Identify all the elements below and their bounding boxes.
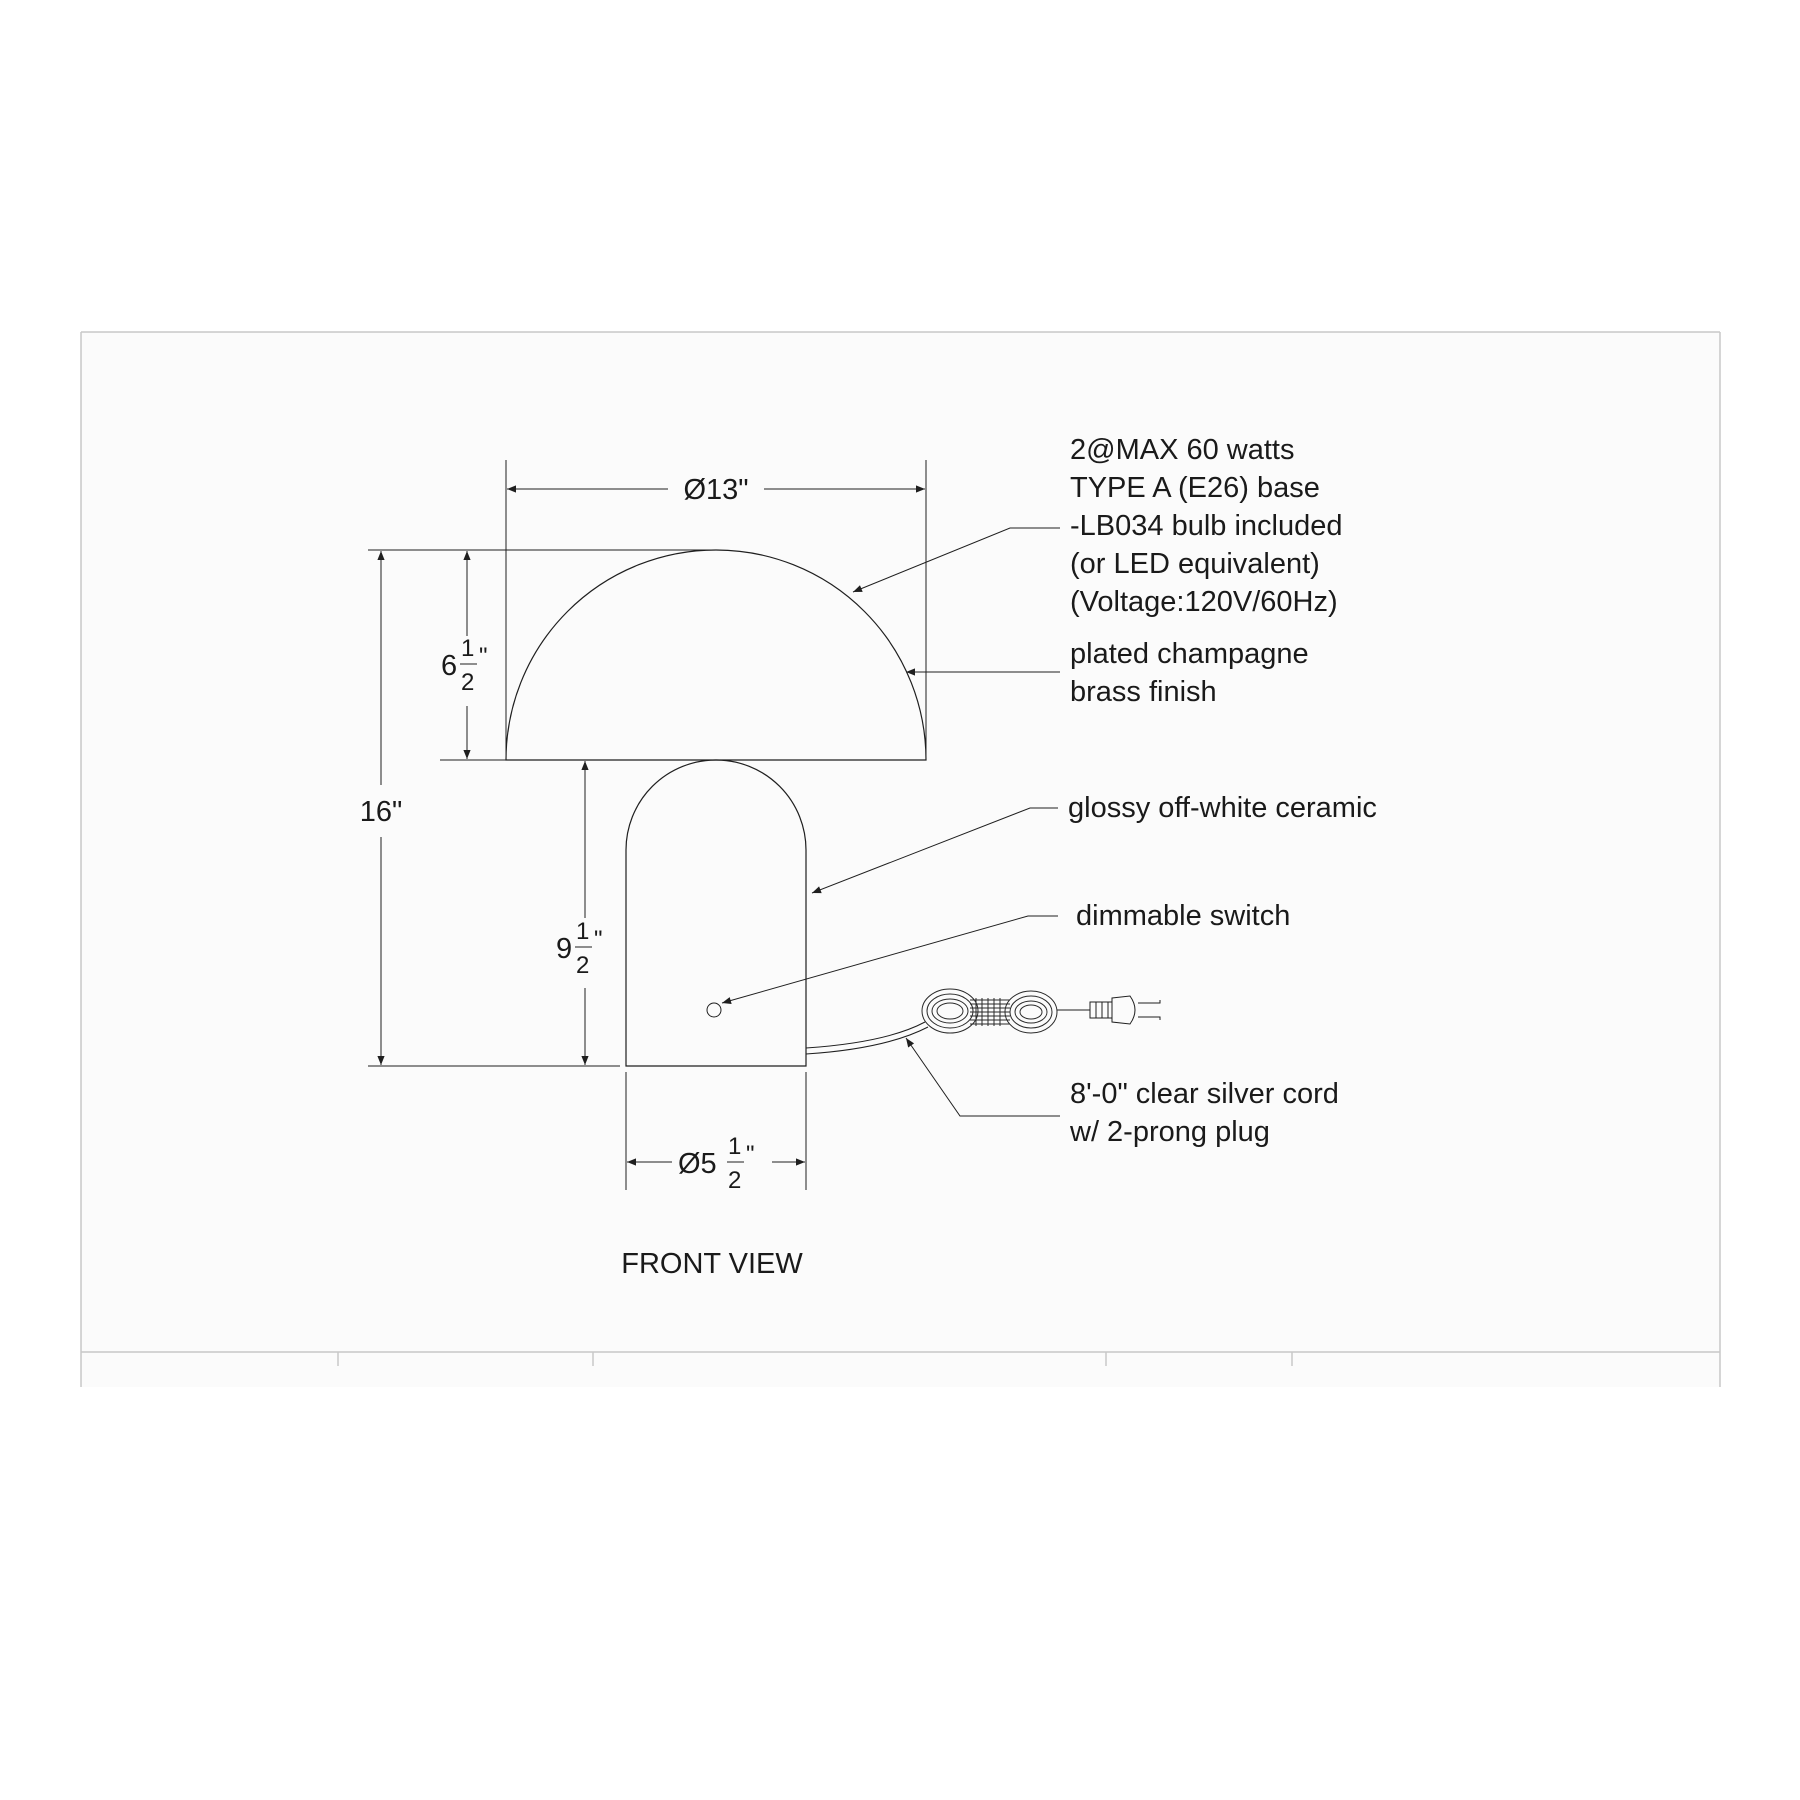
svg-text:2: 2 — [576, 952, 590, 979]
body-note: glossy off-white ceramic — [1068, 792, 1377, 824]
overall-height-label: 16" — [359, 796, 403, 828]
svg-text:brass finish: brass finish — [1070, 676, 1217, 708]
svg-text:8'-0" clear silver cord: 8'-0" clear silver cord — [1070, 1078, 1339, 1110]
drawing-sheet — [81, 332, 1720, 1387]
svg-text:9: 9 — [556, 933, 573, 965]
svg-text:(Voltage:120V/60Hz): (Voltage:120V/60Hz) — [1070, 586, 1338, 618]
svg-text:plated champagne: plated champagne — [1070, 638, 1309, 670]
svg-text:Ø5: Ø5 — [678, 1148, 717, 1180]
svg-text:": " — [746, 1141, 755, 1168]
svg-text:2: 2 — [461, 669, 475, 696]
svg-text:TYPE A (E26) base: TYPE A (E26) base — [1070, 472, 1320, 504]
svg-text:1: 1 — [576, 918, 590, 945]
svg-text:w/ 2-prong plug: w/ 2-prong plug — [1070, 1116, 1270, 1148]
switch-note: dimmable switch — [1076, 900, 1291, 932]
svg-text:1: 1 — [461, 635, 475, 662]
svg-text:2@MAX 60 watts: 2@MAX 60 watts — [1070, 434, 1295, 466]
view-label: FRONT VIEW — [621, 1248, 803, 1280]
svg-text:": " — [479, 643, 488, 670]
svg-text:(or LED equivalent): (or LED equivalent) — [1070, 548, 1320, 580]
svg-text:-LB034 bulb included: -LB034 bulb included — [1070, 510, 1343, 542]
svg-text:6: 6 — [441, 650, 458, 682]
svg-text:": " — [594, 926, 603, 953]
svg-text:1: 1 — [728, 1133, 742, 1160]
shade-diameter-label: Ø13" — [683, 474, 749, 506]
svg-text:2: 2 — [728, 1167, 742, 1194]
